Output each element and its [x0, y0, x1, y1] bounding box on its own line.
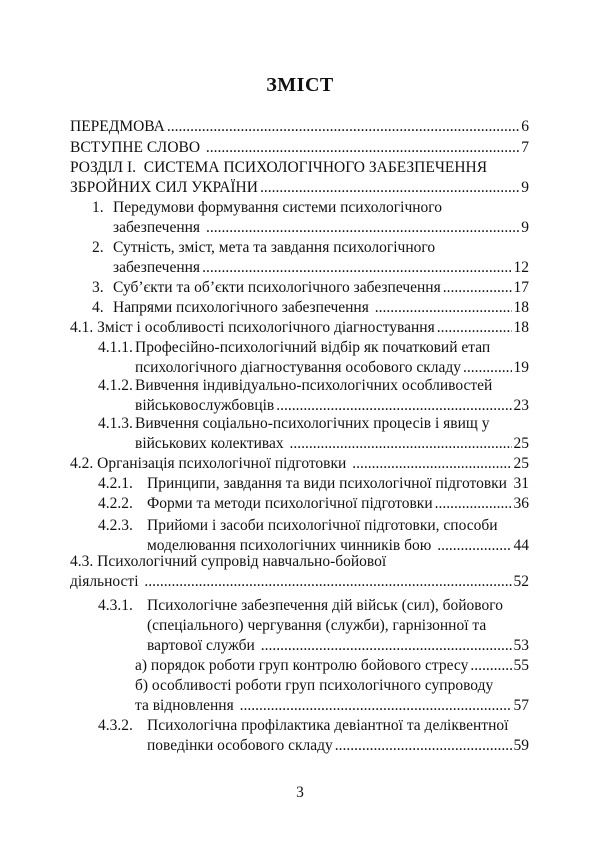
toc-entry-label: поведінки особового складу — [147, 737, 333, 754]
toc-item-number: 4.1.2. — [98, 377, 133, 394]
toc-entry[interactable] — [135, 358, 529, 378]
toc-item-number: 1. — [92, 199, 104, 216]
toc-item-number: 4. — [92, 299, 104, 316]
toc-entry-label: ПЕРЕДМОВА — [70, 118, 165, 135]
toc-entry-label: Психологічна профілактика девіантної та деліквентної — [147, 717, 509, 734]
toc-entry[interactable] — [135, 696, 529, 716]
toc-entry-label: Суб’єкти та об’єкти психологічного забезпечення — [113, 279, 441, 296]
leader-dots — [463, 358, 511, 378]
leader-dots — [260, 178, 519, 198]
leader-dots — [240, 696, 512, 716]
leader-dots — [290, 434, 512, 454]
toc-item-number: 3. — [92, 279, 104, 296]
leader-dots — [437, 536, 511, 556]
toc-entry[interactable] — [113, 278, 529, 298]
leader-dots — [276, 396, 511, 416]
toc-entry-label: Форми та методи психологічної підготовки — [147, 495, 433, 512]
leader-dots — [261, 636, 512, 656]
toc-entry-label: забезпечення — [113, 259, 201, 276]
toc-entry-label: Вивчення соціально-психологічних процесів і явищ у — [135, 415, 490, 432]
toc-item-number: 2. — [92, 239, 104, 256]
toc-entry[interactable] — [135, 656, 529, 676]
toc-entry[interactable] — [70, 572, 529, 592]
toc-page-number: 25 — [513, 455, 529, 472]
page-title: ЗМІСТ — [266, 74, 334, 96]
toc-item-number: 4.2.1. — [98, 475, 133, 492]
toc-entry[interactable] — [135, 434, 529, 454]
toc-entry-label: ЗБРОЙНИХ СИЛ УКРАЇНИ — [70, 179, 258, 196]
toc-entry[interactable] — [70, 454, 529, 474]
leader-dots — [202, 258, 511, 278]
leader-dots — [352, 454, 511, 474]
toc-entry[interactable] — [113, 298, 529, 318]
toc-page-number: 12 — [513, 259, 529, 276]
toc-entry[interactable] — [113, 218, 529, 238]
toc-page-number: 18 — [513, 319, 529, 336]
toc-entry-label: 4.3. Психологічний супровід навчально-бойової — [70, 553, 387, 570]
toc-page-number: 55 — [513, 657, 529, 674]
page-number: 3 — [296, 784, 304, 801]
toc-item-number: 4.2.2. — [98, 495, 133, 512]
toc-entry-label: Сутність, зміст, мета та завдання психологічного — [113, 239, 436, 256]
toc-entry-label: б) особливості роботи груп психологічного супроводу — [135, 677, 494, 694]
toc-entry-label: військових колективах — [135, 435, 288, 452]
toc-entry[interactable] — [70, 178, 529, 198]
toc-page-number: 44 — [513, 537, 529, 554]
toc-entry-label: військовослужбовців — [135, 397, 275, 414]
toc-item-number: 4.1.1. — [98, 339, 133, 356]
toc-entry[interactable] — [70, 318, 529, 338]
toc-page-number: 18 — [513, 299, 529, 316]
toc-entry-label: (спеціального) чергування (служби), гарнізонної та — [147, 617, 487, 634]
toc-page-number: 57 — [513, 697, 529, 714]
toc-page-number: 23 — [513, 397, 529, 414]
toc-entry[interactable] — [70, 138, 529, 158]
toc-entry-label: РОЗДІЛ І. СИСТЕМА ПСИХОЛОГІЧНОГО ЗАБЕЗПЕЧЕННЯ — [70, 159, 488, 176]
toc-entry[interactable] — [147, 736, 529, 756]
toc-entry-label: 4.2. Організація психологічної підготовки — [70, 455, 351, 472]
toc-entry-label: психологічного діагностування особового складу — [135, 359, 462, 376]
toc-entry[interactable] — [147, 474, 529, 494]
toc-entry-label: вартової служби — [147, 637, 259, 654]
toc-item-number: 4.3.2. — [98, 717, 133, 734]
toc-entry-label: Прийоми і засоби психологічної підготовки, способи — [147, 517, 498, 534]
toc-entry-label: Психологічне забезпечення дій військ (сил), бойового — [147, 597, 503, 614]
leader-dots — [437, 318, 512, 338]
toc-page-number: 52 — [513, 573, 529, 590]
toc-entry[interactable] — [70, 117, 529, 137]
toc-entry-label: ВСТУПНЕ СЛОВО — [70, 139, 204, 156]
toc-entry-label: Принципи, завдання та види психологічної підготовки — [147, 475, 507, 492]
toc-page-number: 25 — [513, 435, 529, 452]
toc-entry-label: Професійно-психологічний відбір як початковий етап — [135, 339, 491, 356]
leader-dots — [206, 138, 519, 158]
leader-dots — [470, 656, 511, 676]
toc-item-number: 4.3.1. — [98, 597, 133, 614]
leader-dots — [435, 494, 512, 514]
toc-item-number: 4.1.3. — [98, 415, 133, 432]
toc-page-number: 19 — [513, 359, 529, 376]
toc-entry-label: 4.1. Зміст і особливості психологічного діагностування — [70, 319, 435, 336]
toc-entry-label: діяльності — [70, 573, 143, 590]
toc-page-number: 59 — [513, 737, 529, 754]
leader-dots — [206, 218, 519, 238]
toc-page-number: 6 — [521, 118, 529, 135]
toc-page-number: 9 — [521, 219, 529, 236]
toc-entry[interactable] — [147, 494, 529, 514]
leader-dots — [144, 572, 511, 592]
leader-dots — [335, 736, 512, 756]
toc-entry[interactable] — [135, 396, 529, 416]
leader-dots — [167, 117, 519, 137]
toc-entry-label: а) порядок роботи груп контролю бойового стресу — [135, 657, 469, 674]
leader-dots — [375, 298, 512, 318]
toc-page-number: 17 — [513, 279, 529, 296]
toc-page-number: 9 — [521, 179, 529, 196]
toc-entry-label: моделювання психологічних чинників бою — [147, 537, 436, 554]
toc-entry[interactable] — [113, 258, 529, 278]
toc-entry[interactable] — [147, 636, 529, 656]
toc-page-number: 53 — [513, 637, 529, 654]
toc-entry-label: Вивчення індивідуально-психологічних особливостей — [135, 377, 493, 394]
toc-page-number: 31 — [513, 475, 529, 492]
toc-item-number: 4.2.3. — [98, 517, 133, 534]
leader-dots — [443, 278, 512, 298]
toc-entry-label: Напрями психологічного забезпечення — [113, 299, 373, 316]
toc-entry-label: забезпечення — [113, 219, 204, 236]
toc-entry-label: та відновлення — [135, 697, 238, 714]
toc-page-number: 7 — [521, 139, 529, 156]
toc-page-number: 36 — [513, 495, 529, 512]
toc-entry-label: Передумови формування системи психологічного — [113, 199, 443, 216]
